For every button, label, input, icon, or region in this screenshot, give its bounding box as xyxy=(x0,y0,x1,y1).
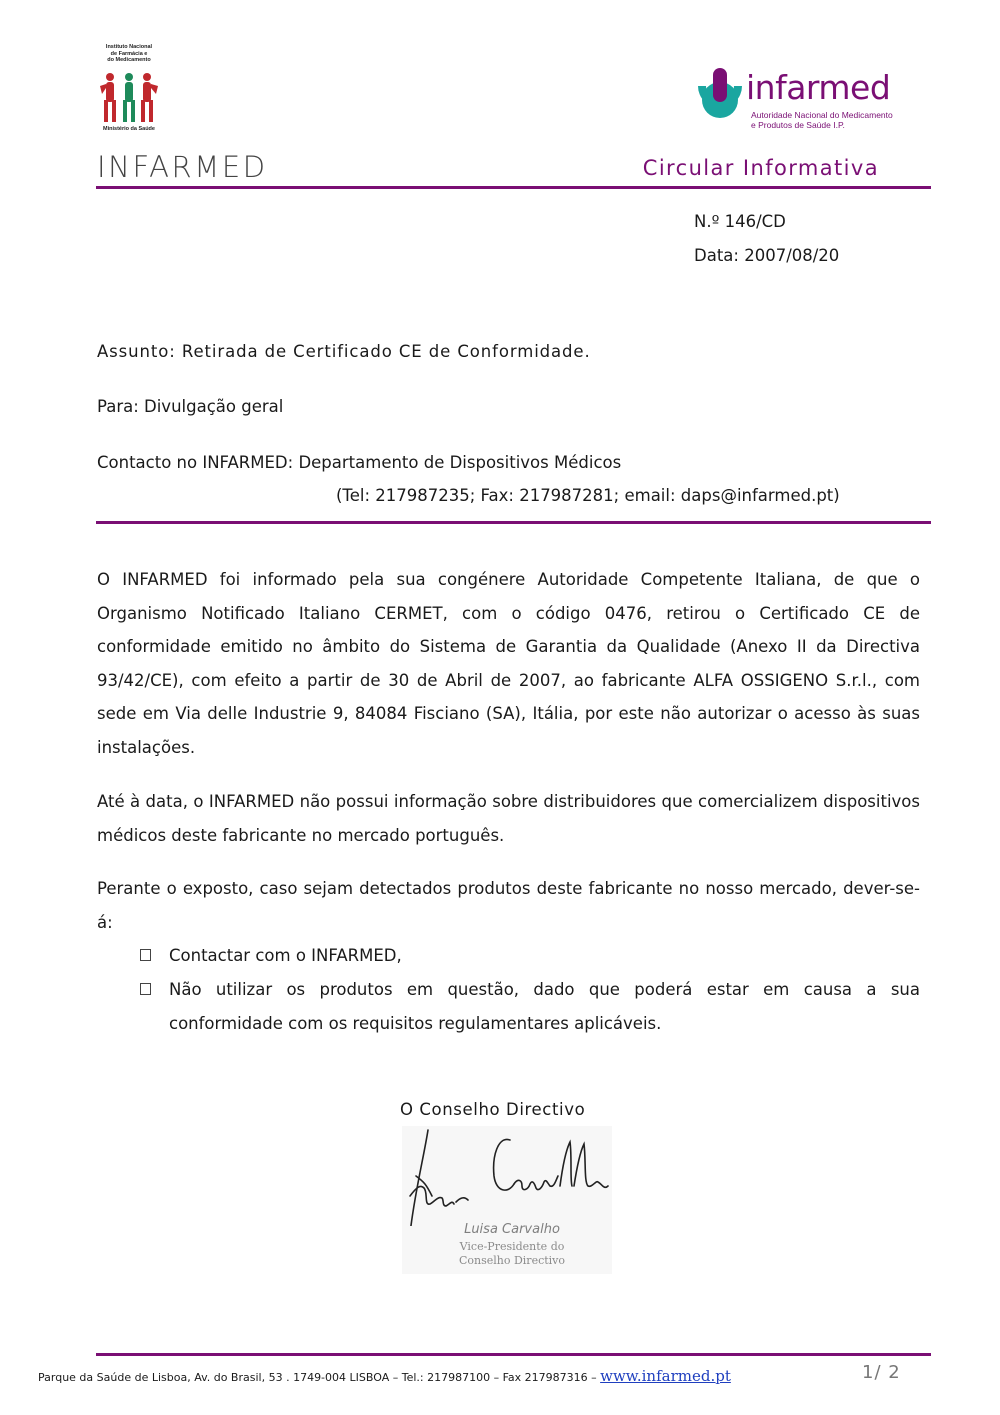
circular-number: N.º 146/CD xyxy=(694,212,786,231)
body-paragraph-1: O INFARMED foi informado pela sua congénere Autoridade Competente Italiana, de que o Organismo Notificado Italiano CERMET, com o código 0476, retirou o Certificado CE de conformidade emitido no âmbito do Sistema de Garantia da Qualidade (Anexo II da Directiva 93/42/CE), com efeito a partir de 30 de Abril de 2007, ao fabricante ALFA OSSIGENO S.r.l., com sede em Via delle Industrie 9, 84084 Fisciano (SA), Itália, por este não autorizar o acesso às suas instalações. xyxy=(97,570,920,757)
document-type: Circular Informativa xyxy=(642,156,879,180)
contact-line-1: Contacto no INFARMED: Departamento de Dispositivos Médicos xyxy=(97,453,622,472)
logo-line-2: de Farmácia e xyxy=(110,50,148,57)
infarmed-institute-logo xyxy=(96,44,162,136)
subject: Assunto: Retirada de Certificado CE de Conformidade. xyxy=(97,342,591,361)
contact-line-2: (Tel: 217987235; Fax: 217987281; email: daps@infarmed.pt) xyxy=(336,486,840,505)
handwritten-signature xyxy=(402,1126,612,1226)
bullet-box-icon xyxy=(140,983,151,995)
signature-stamp xyxy=(402,1126,612,1274)
recipients: Para: Divulgação geral xyxy=(97,397,284,416)
org-title: INFARMED xyxy=(97,150,268,184)
brand-name: infarmed xyxy=(746,68,891,107)
figures-icon xyxy=(100,72,158,126)
list-item xyxy=(140,973,920,1040)
list-item-text: Não utilizar os produtos em questão, dado que poderá estar em causa a sua conformidade com os requisitos regulamentares aplicáveis. xyxy=(169,980,920,1033)
list-item xyxy=(140,939,920,973)
footer-divider xyxy=(96,1353,931,1356)
header-divider xyxy=(96,186,931,189)
signatory-title: O Conselho Directivo xyxy=(400,1100,586,1119)
body-paragraph-3: Perante o exposto, caso sejam detectados produtos deste fabricante no nosso mercado, dever-se-á: xyxy=(97,879,920,932)
body-paragraph-2: Até à data, o INFARMED não possui informação sobre distribuidores que comercializem dispositivos médicos deste fabricante no mercado português. xyxy=(97,792,920,845)
ministry-label: Ministério da Saúde xyxy=(103,126,155,132)
brand-tagline-line-1: Autoridade Nacional do Medicamento xyxy=(751,110,893,120)
bullet-box-icon xyxy=(140,949,151,961)
logo-line-1: Instituto Nacional xyxy=(105,44,153,50)
list-item-text: Contactar com o INFARMED, xyxy=(169,946,402,965)
stamp-role-1: Vice-Presidente do xyxy=(459,1240,565,1253)
page-number: 1/ 2 xyxy=(862,1362,901,1383)
stamp-name: Luisa Carvalho xyxy=(464,1222,560,1237)
circular-date: Data: 2007/08/20 xyxy=(694,246,840,265)
infarmed-brand-logo xyxy=(694,66,894,136)
logo-line-3: do Medicamento xyxy=(107,57,151,63)
footer-address: Parque da Saúde de Lisboa, Av. do Brasil, 53 . 1749-004 LISBOA – Tel.: 217987100 – Fax 217987316 – xyxy=(38,1371,601,1384)
website-link[interactable]: www.infarmed.pt xyxy=(600,1367,731,1385)
contact-divider xyxy=(96,521,931,524)
brand-tagline-line-2: e Produtos de Saúde I.P. xyxy=(751,120,845,130)
stamp-role-2: Conselho Directivo xyxy=(458,1254,566,1267)
brand-tagline xyxy=(751,110,893,130)
footer-address-line xyxy=(38,1367,731,1385)
infarmed-mark-icon xyxy=(694,66,746,118)
